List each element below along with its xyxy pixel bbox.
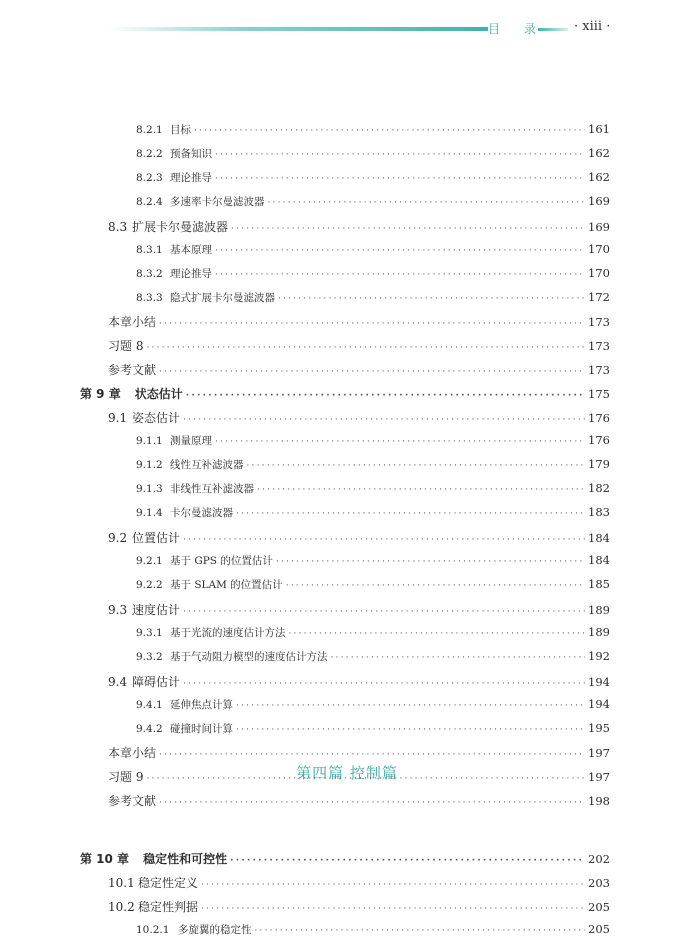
running-header <box>0 0 694 40</box>
toc-entry-page: 169 <box>588 194 610 208</box>
toc-entry[interactable] <box>108 768 610 788</box>
toc-entry-page: 169 <box>588 220 610 234</box>
toc-entry-number: 9.3.2 <box>136 651 163 663</box>
toc-entry-number: 9.2.1 <box>136 555 163 567</box>
toc-entry-number: 8.3.1 <box>136 244 163 256</box>
toc-entry-title: 姿态估计 <box>132 411 181 425</box>
toc-entry-number: 8.2.2 <box>136 148 163 160</box>
toc-entry-title: 多速率卡尔曼滤波器 <box>170 196 265 208</box>
dot-leader <box>186 391 585 401</box>
toc-entry-page: 197 <box>588 746 610 760</box>
toc-entry-title: 习题 8 <box>108 339 144 353</box>
toc-entry[interactable] <box>136 577 610 597</box>
toc-entry-number: 9.3.1 <box>136 627 163 639</box>
toc-entry-title: 非线性互补滤波器 <box>170 483 254 495</box>
header-decorative-dash <box>538 28 568 31</box>
toc-entry-page: 170 <box>588 266 610 280</box>
toc-entry-title: 基于光流的速度估计方法 <box>170 627 286 639</box>
toc-entry[interactable] <box>136 266 610 286</box>
dot-leader <box>183 679 585 689</box>
toc-entry-title: 参考文献 <box>108 363 157 377</box>
toc-entry[interactable] <box>136 457 610 477</box>
toc-entry-number: 8.3.2 <box>136 268 163 280</box>
dot-leader <box>276 557 585 567</box>
dot-leader <box>236 509 585 519</box>
dot-leader <box>183 415 585 425</box>
toc-entry[interactable] <box>108 874 610 894</box>
toc-entry[interactable] <box>136 194 610 214</box>
toc-entry-number: 9.2.2 <box>136 579 163 591</box>
dot-leader <box>236 701 585 711</box>
toc-entry-page: 161 <box>588 122 610 136</box>
toc-entry-title: 理论推导 <box>170 268 212 280</box>
toc-entry-title: 线性互补滤波器 <box>170 459 244 471</box>
toc-entry-number: 8.3.3 <box>136 292 163 304</box>
toc-entry-number: 9.3 <box>108 603 128 617</box>
toc-entry-number: 9.4 <box>108 675 128 689</box>
toc-entry-title: 稳定性定义 <box>138 876 199 890</box>
toc-entry[interactable] <box>108 313 610 333</box>
dot-leader <box>215 270 585 280</box>
toc-entry-title: 碰撞时间计算 <box>170 723 233 735</box>
toc-entry-title: 状态估计 <box>134 387 183 401</box>
toc-entry-title: 基本原理 <box>170 244 212 256</box>
dot-leader <box>255 926 586 936</box>
toc-entry-title: 障碍估计 <box>132 675 181 689</box>
toc-entry-page: 173 <box>588 315 610 329</box>
toc-entry-title: 隐式扩展卡尔曼滤波器 <box>170 292 275 304</box>
toc-entry-page: 195 <box>588 721 610 735</box>
toc-entry[interactable] <box>136 922 610 942</box>
toc-entry-page: 194 <box>588 675 610 689</box>
toc-entry-number: 10.2 <box>108 900 135 914</box>
toc-entry-title: 目标 <box>170 124 191 136</box>
toc-entry-page: 202 <box>588 852 610 866</box>
dot-leader <box>289 629 586 639</box>
toc-entry[interactable] <box>136 553 610 573</box>
dot-leader <box>215 437 585 447</box>
toc-entry-number: 9.4.1 <box>136 699 163 711</box>
header-page-number: · xiii · <box>574 19 611 34</box>
toc-entry-page: 173 <box>588 339 610 353</box>
toc-entry-page: 184 <box>588 553 610 567</box>
toc-entry-page: 179 <box>588 457 610 471</box>
toc-entry-number: 9.1 <box>108 411 128 425</box>
dot-leader <box>215 174 585 184</box>
toc-entry[interactable] <box>108 898 610 918</box>
dot-leader <box>201 904 585 914</box>
toc-entry[interactable] <box>108 792 610 812</box>
toc-entry-page: 172 <box>588 290 610 304</box>
toc-entry[interactable] <box>136 505 610 525</box>
toc-entry[interactable] <box>108 744 610 764</box>
dot-leader <box>257 485 585 495</box>
toc-entry-title: 基于 GPS 的位置估计 <box>170 555 273 567</box>
toc-entry-number: 第 9 章 <box>80 387 121 401</box>
toc-entry-page: 176 <box>588 411 610 425</box>
toc-entry-title: 延伸焦点计算 <box>170 699 233 711</box>
toc-entry[interactable] <box>108 673 610 693</box>
header-decorative-bar <box>108 27 488 31</box>
dot-leader <box>159 367 585 377</box>
dot-leader <box>159 750 585 760</box>
toc-entry-page: 189 <box>588 603 610 617</box>
toc-entry[interactable] <box>136 721 610 741</box>
toc-entry-number: 8.2.4 <box>136 196 163 208</box>
dot-leader <box>286 581 585 591</box>
toc-entry[interactable] <box>136 290 610 310</box>
toc-entry[interactable] <box>80 850 610 870</box>
toc-entry-title: 位置估计 <box>132 531 181 545</box>
toc-entry-page: 203 <box>588 876 610 890</box>
dot-leader <box>236 725 585 735</box>
toc-entry-title: 扩展卡尔曼滤波器 <box>132 220 229 234</box>
toc-entry[interactable] <box>80 385 610 405</box>
dot-leader <box>230 856 585 866</box>
toc-entry-title: 理论推导 <box>170 172 212 184</box>
dot-leader <box>331 653 586 663</box>
toc-entry-number: 10.2.1 <box>136 924 170 936</box>
dot-leader <box>183 607 585 617</box>
toc-entry-number: 9.1.3 <box>136 483 163 495</box>
toc-entry-number: 8.3 <box>108 220 128 234</box>
dot-leader <box>159 798 585 808</box>
toc-entry-page: 176 <box>588 433 610 447</box>
toc-entry-page: 198 <box>588 794 610 808</box>
toc-entry[interactable] <box>108 601 610 621</box>
dot-leader <box>146 343 585 353</box>
dot-leader <box>159 319 585 329</box>
toc-entry[interactable] <box>136 122 610 142</box>
toc-entry-page: 170 <box>588 242 610 256</box>
toc-entry-page: 183 <box>588 505 610 519</box>
toc-entry-title: 参考文献 <box>108 794 157 808</box>
toc-entry-page: 197 <box>588 770 610 784</box>
dot-leader <box>146 774 585 784</box>
toc-entry[interactable] <box>108 409 610 429</box>
toc-entry-page: 184 <box>588 531 610 545</box>
toc-entry-title: 测量原理 <box>170 435 212 447</box>
toc-entry-page: 185 <box>588 577 610 591</box>
toc-entry[interactable] <box>136 697 610 717</box>
toc-entry[interactable] <box>108 361 610 381</box>
toc-entry-title: 稳定性判据 <box>138 900 199 914</box>
toc-entry-number: 9.1.2 <box>136 459 163 471</box>
dot-leader <box>231 224 585 234</box>
toc-entry-title: 卡尔曼滤波器 <box>170 507 233 519</box>
part-heading: 第四篇 控制篇 <box>296 764 398 782</box>
toc-entry-page: 205 <box>588 900 610 914</box>
toc-entry[interactable] <box>108 529 610 549</box>
toc-entry-title: 多旋翼的稳定性 <box>178 924 252 936</box>
toc-entry[interactable] <box>136 481 610 501</box>
toc-entry[interactable] <box>136 170 610 190</box>
toc-entry-title: 本章小结 <box>108 746 157 760</box>
toc-entry-number: 10.1 <box>108 876 135 890</box>
toc-entry-number: 9.2 <box>108 531 128 545</box>
toc-entry-page: 162 <box>588 146 610 160</box>
dot-leader <box>201 880 585 890</box>
toc-entry[interactable] <box>136 242 610 262</box>
toc-entry-title: 基于 SLAM 的位置估计 <box>170 579 283 591</box>
toc-entry-title: 速度估计 <box>132 603 181 617</box>
toc-entry-title: 基于气动阻力模型的速度估计方法 <box>170 651 328 663</box>
dot-leader <box>268 198 586 208</box>
toc-entry[interactable] <box>136 146 610 166</box>
toc-entry-page: 182 <box>588 481 610 495</box>
header-title-char-1: 目 <box>488 22 501 36</box>
toc-entry-number: 9.4.2 <box>136 723 163 735</box>
toc-entry[interactable] <box>136 433 610 453</box>
toc-entry-page: 205 <box>588 922 610 936</box>
toc-entry-number: 第 10 章 <box>80 852 130 866</box>
toc-entry[interactable] <box>108 218 610 238</box>
toc-entry-page: 192 <box>588 649 610 663</box>
dot-leader <box>183 535 585 545</box>
toc-entry-number: 8.2.3 <box>136 172 163 184</box>
toc-entry-title: 习题 9 <box>108 770 144 784</box>
toc-entry-page: 175 <box>588 387 610 401</box>
toc-entry-number: 8.2.1 <box>136 124 163 136</box>
dot-leader <box>215 150 585 160</box>
toc-entry-page: 194 <box>588 697 610 711</box>
dot-leader <box>215 246 585 256</box>
toc-entry-page: 162 <box>588 170 610 184</box>
dot-leader <box>278 294 585 304</box>
toc-entry-title: 预备知识 <box>170 148 212 160</box>
toc-entry-page: 173 <box>588 363 610 377</box>
header-title-char-2: 录 <box>524 22 537 36</box>
toc-entry-page: 189 <box>588 625 610 639</box>
dot-leader <box>247 461 586 471</box>
toc-entry-title: 稳定性和可控性 <box>143 852 228 866</box>
toc-entry-title: 本章小结 <box>108 315 157 329</box>
toc-entry-number: 9.1.1 <box>136 435 163 447</box>
dot-leader <box>194 126 585 136</box>
toc-entry-number: 9.1.4 <box>136 507 163 519</box>
toc-entry[interactable] <box>136 649 610 669</box>
toc-entry[interactable] <box>108 337 610 357</box>
toc-entry[interactable] <box>136 625 610 645</box>
